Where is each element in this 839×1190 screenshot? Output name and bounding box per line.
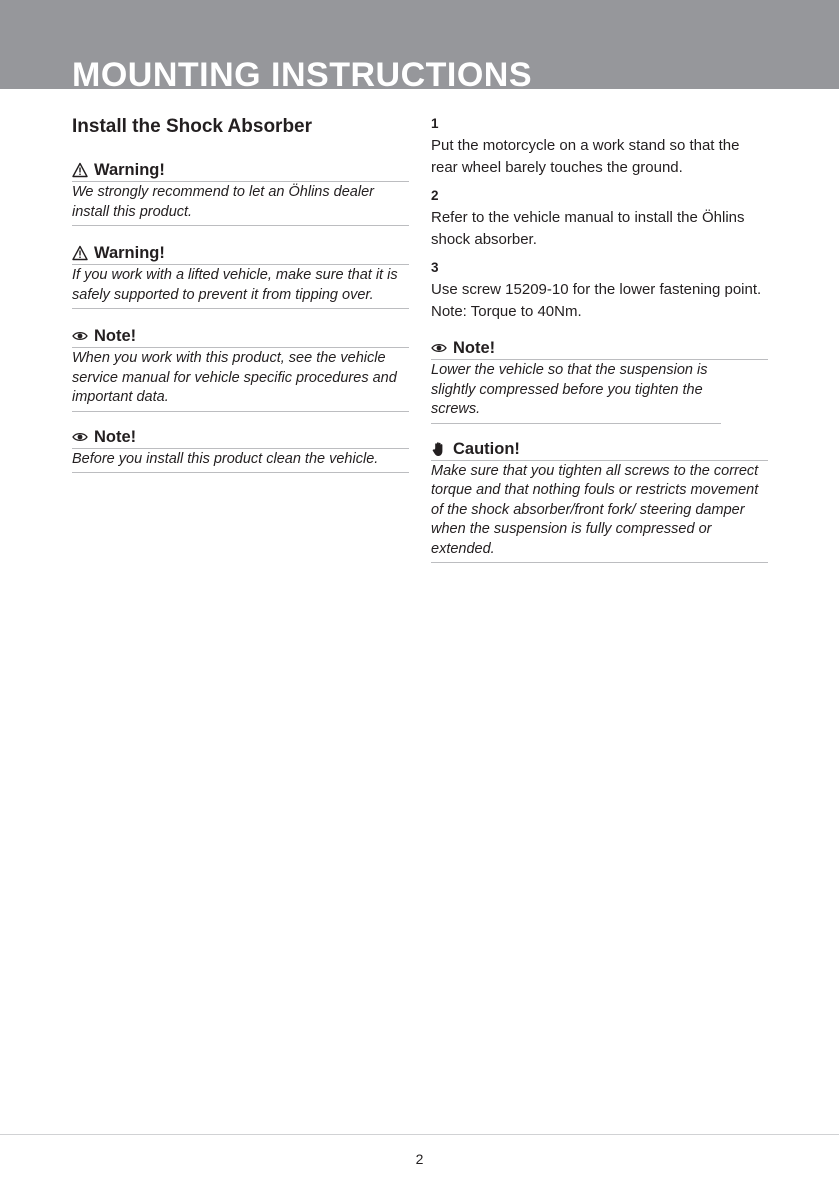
notice-title: Note!	[94, 327, 137, 345]
caution-notice	[431, 439, 768, 564]
step	[431, 187, 768, 250]
page-number: 2	[415, 1151, 424, 1167]
step-number: 3	[431, 260, 439, 275]
step-text: Refer to the vehicle manual to install the Öhlins shock absorber.	[431, 209, 745, 248]
warning-triangle-icon	[72, 162, 88, 178]
step	[431, 115, 768, 178]
left-column	[72, 113, 409, 473]
notice-body: We strongly recommend to let an Öhlins dealer install this product.	[72, 182, 409, 226]
notice-body: If you work with a lifted vehicle, make sure that it is safely supported to prevent it from tipping over.	[72, 265, 409, 309]
notice-body: Before you install this product clean the vehicle.	[72, 449, 409, 474]
right-column	[431, 113, 768, 563]
torque-note: Note: Torque to 40Nm.	[431, 302, 582, 320]
step-number: 2	[431, 188, 439, 203]
notice-body: Lower the vehicle so that the suspension is slightly compressed before you tighten the screws.	[431, 360, 721, 424]
header-band	[0, 0, 839, 89]
notice-title: Warning!	[94, 244, 165, 262]
section-title: Install the Shock Absorber	[72, 116, 313, 137]
warning-notice	[72, 243, 409, 309]
step-text: Use screw 15209-10 for the lower fastening point.	[431, 281, 762, 298]
notice-title: Note!	[453, 339, 496, 357]
note-notice	[72, 326, 409, 412]
warning-notice	[72, 160, 409, 226]
note-notice	[431, 338, 768, 424]
notice-body: Make sure that you tighten all screws to the correct torque and that nothing fouls or restricts movement of the shock absorber/front fork/ steering damper when the suspension is fully compressed or extended.	[431, 461, 768, 564]
footer-divider	[0, 1134, 839, 1135]
page-title: MOUNTING INSTRUCTIONS	[72, 56, 533, 89]
eye-icon	[431, 340, 447, 356]
notice-title: Warning!	[94, 161, 165, 179]
note-notice	[72, 427, 409, 474]
step	[431, 259, 768, 322]
eye-icon	[72, 328, 88, 344]
step-number: 1	[431, 116, 439, 131]
hand-icon	[431, 441, 447, 457]
eye-icon	[72, 429, 88, 445]
warning-triangle-icon	[72, 245, 88, 261]
notice-title: Caution!	[453, 439, 520, 458]
notice-body: When you work with this product, see the vehicle service manual for vehicle specific procedures and important data.	[72, 348, 409, 412]
step-text: Put the motorcycle on a work stand so that the rear wheel barely touches the ground.	[431, 137, 740, 176]
notice-title: Note!	[94, 427, 137, 446]
